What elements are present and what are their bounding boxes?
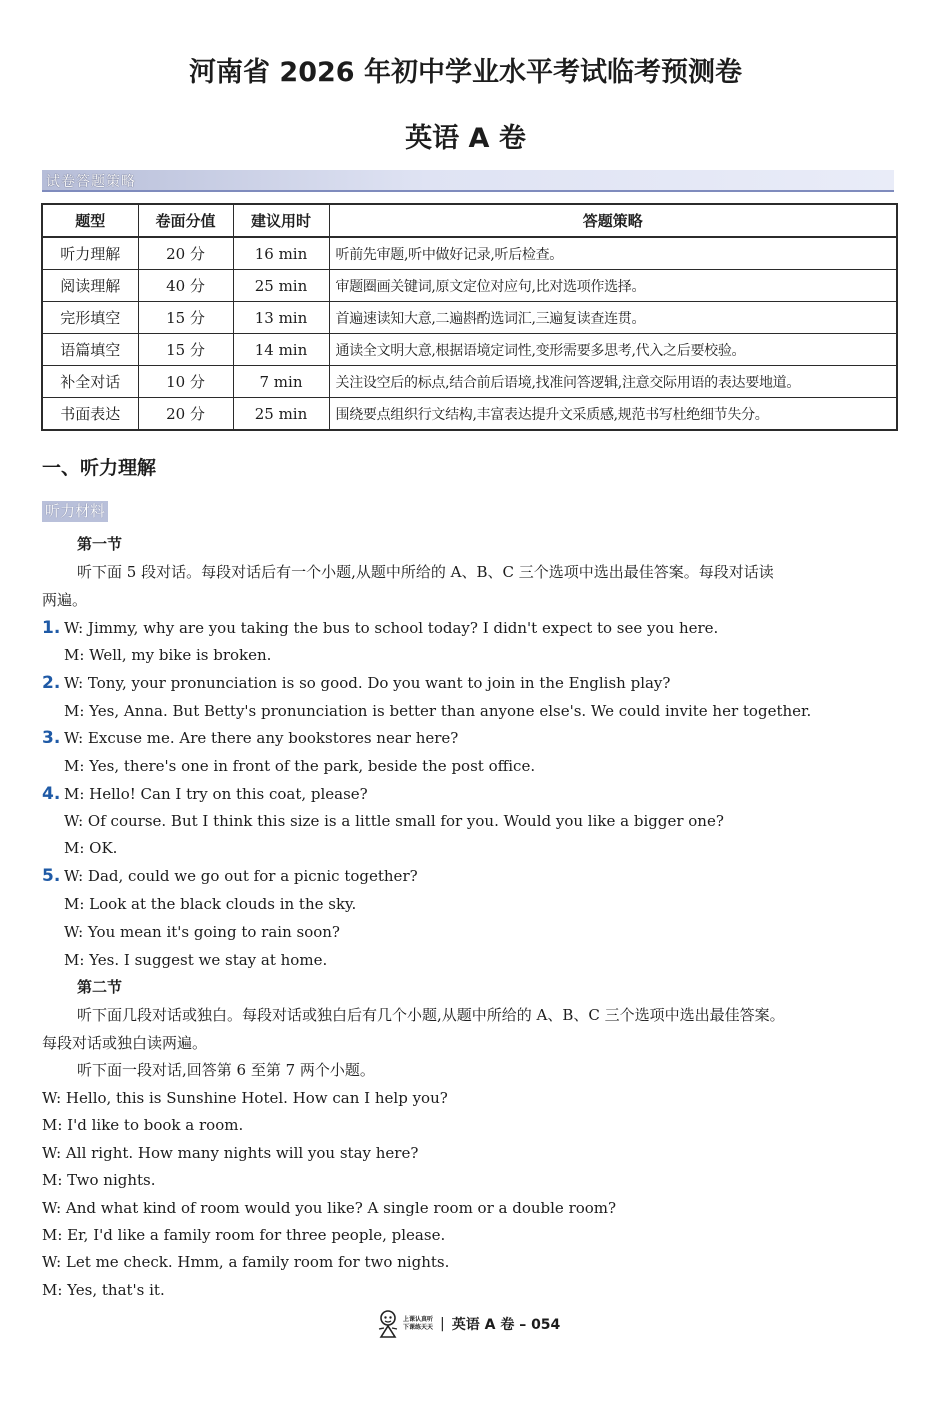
column-header: 卷面分值 — [138, 204, 233, 237]
mascot-logo-icon — [376, 1309, 400, 1339]
strategy-bar-label: 试卷答题策略 — [46, 174, 136, 190]
exam-title: 河南省 2026 年初中学业水平考试临考预测卷 — [189, 57, 742, 88]
cell-score: 15 分 — [138, 302, 233, 334]
part2-instruction-cont: 每段对话或独白读两遍。 — [42, 1034, 208, 1052]
part1-instruction: 听下面 5 段对话。每段对话后有一个小题,从题中所给的 A、B、C 三个选项中选出最佳答案。每段对话读 — [77, 563, 774, 581]
dialogue-line: M: Yes. I suggest we stay at home. — [64, 951, 328, 969]
dialogue-line: M: OK. — [64, 839, 118, 857]
cell-type: 阅读理解 — [42, 270, 138, 302]
section-heading: 一、听力理解 — [42, 457, 157, 479]
dialogue-line: W: Tony, your pronunciation is so good. Do you want to join in the English play? — [64, 674, 671, 692]
question-2 — [42, 673, 670, 693]
table-row — [42, 366, 897, 398]
dialogue-line: M: I'd like to book a room. — [42, 1116, 244, 1134]
part2-instruction: 听下面几段对话或独白。每段对话或独白后有几个小题,从题中所给的 A、B、C 三个选项中选出最佳答案。 — [77, 1006, 785, 1024]
dialogue-line: W: You mean it's going to rain soon? — [64, 923, 340, 941]
dialogue-line: M: Er, I'd like a family room for three people, please. — [42, 1226, 446, 1244]
dialogue-line: M: Yes, Anna. But Betty's pronunciation is better than anyone else's. We could invite her together. — [64, 702, 812, 720]
cell-tip: 审题圈画关键词,原文定位对应句,比对选项作选择。 — [329, 270, 897, 302]
page-number: 英语 A 卷 – 054 — [451, 1317, 561, 1333]
material-tag: 听力材料 — [42, 501, 108, 522]
cell-tip: 首遍速读知大意,二遍斟酌选词汇,三遍复读查连贯。 — [329, 302, 897, 334]
cell-tip: 通读全文明大意,根据语境定词性,变形需要多思考,代入之后要校验。 — [329, 334, 897, 366]
table-row — [42, 237, 897, 270]
column-header: 题型 — [42, 204, 138, 237]
cell-score: 15 分 — [138, 334, 233, 366]
cell-score: 40 分 — [138, 270, 233, 302]
dialogue-line: W: Excuse me. Are there any bookstores near here? — [64, 729, 459, 747]
cell-tip: 围绕要点组织行文结构,丰富表达提升文采质感,规范书写杜绝细节失分。 — [329, 398, 897, 431]
question-number: 4. — [42, 784, 61, 804]
cell-time: 13 min — [233, 302, 329, 334]
question-number: 3. — [42, 728, 61, 748]
part2-title: 第二节 — [77, 978, 123, 996]
cell-tip: 关注设空后的标点,结合前后语境,找准问答逻辑,注意交际用语的表达要地道。 — [329, 366, 897, 398]
cell-type: 书面表达 — [42, 398, 138, 431]
cell-type: 语篇填空 — [42, 334, 138, 366]
cell-score: 20 分 — [138, 237, 233, 270]
column-header: 答题策略 — [329, 204, 897, 237]
question-number: 2. — [42, 673, 61, 693]
exam-subtitle: 英语 A 卷 — [405, 123, 526, 154]
question-number: 1. — [42, 618, 61, 638]
column-header: 建议用时 — [233, 204, 329, 237]
table-row — [42, 398, 897, 431]
part1-title: 第一节 — [77, 535, 123, 553]
question-5 — [42, 866, 418, 886]
dialogue-line: W: Dad, could we go out for a picnic together? — [64, 867, 418, 885]
question-number: 5. — [42, 866, 61, 886]
cell-time: 14 min — [233, 334, 329, 366]
cell-tip: 听前先审题,听中做好记录,听后检查。 — [329, 237, 897, 270]
cell-score: 10 分 — [138, 366, 233, 398]
cell-score: 20 分 — [138, 398, 233, 431]
table-row — [42, 334, 897, 366]
cell-type: 听力理解 — [42, 237, 138, 270]
question-3 — [42, 728, 458, 748]
part1-instruction-cont: 两遍。 — [42, 591, 88, 609]
footer-slogan — [403, 1316, 433, 1332]
question-1 — [42, 618, 718, 638]
slogan-line: 下课练天天 — [403, 1324, 434, 1331]
cell-time: 7 min — [233, 366, 329, 398]
dialogue-line: M: Two nights. — [42, 1171, 156, 1189]
dialogue-line: M: Well, my bike is broken. — [64, 646, 272, 664]
cell-time: 16 min — [233, 237, 329, 270]
dialogue-line: M: Yes, that's it. — [42, 1281, 165, 1299]
cell-type: 完形填空 — [42, 302, 138, 334]
slogan-line: 上课认真听 — [403, 1316, 434, 1323]
dialogue-line: W: Let me check. Hmm, a family room for two nights. — [42, 1253, 450, 1271]
question-4 — [42, 784, 368, 804]
page-footer — [376, 1306, 560, 1342]
dialogue-line: W: Of course. But I think this size is a little small for you. Would you like a bigger one? — [64, 812, 724, 830]
dialogue-line: M: Hello! Can I try on this coat, please? — [64, 785, 368, 803]
dialogue-line: W: All right. How many nights will you stay here? — [42, 1144, 419, 1162]
strategy-table — [41, 203, 898, 431]
footer-separator: | — [440, 1316, 445, 1332]
cell-time: 25 min — [233, 398, 329, 431]
dialogue-line: W: And what kind of room would you like? A single room or a double room? — [42, 1199, 617, 1217]
table-row — [42, 270, 897, 302]
table-row — [42, 302, 897, 334]
dialogue-line: W: Hello, this is Sunshine Hotel. How can I help you? — [42, 1089, 448, 1107]
dialogue-line: M: Yes, there's one in front of the park, beside the post office. — [64, 757, 536, 775]
part2-sub-instruction: 听下面一段对话,回答第 6 至第 7 两个小题。 — [77, 1061, 375, 1079]
cell-type: 补全对话 — [42, 366, 138, 398]
dialogue-line: M: Look at the black clouds in the sky. — [64, 895, 357, 913]
cell-time: 25 min — [233, 270, 329, 302]
dialogue-line: W: Jimmy, why are you taking the bus to school today? I didn't expect to see you here. — [64, 619, 719, 637]
strategy-bar — [42, 170, 894, 192]
table-header-row — [42, 204, 897, 237]
